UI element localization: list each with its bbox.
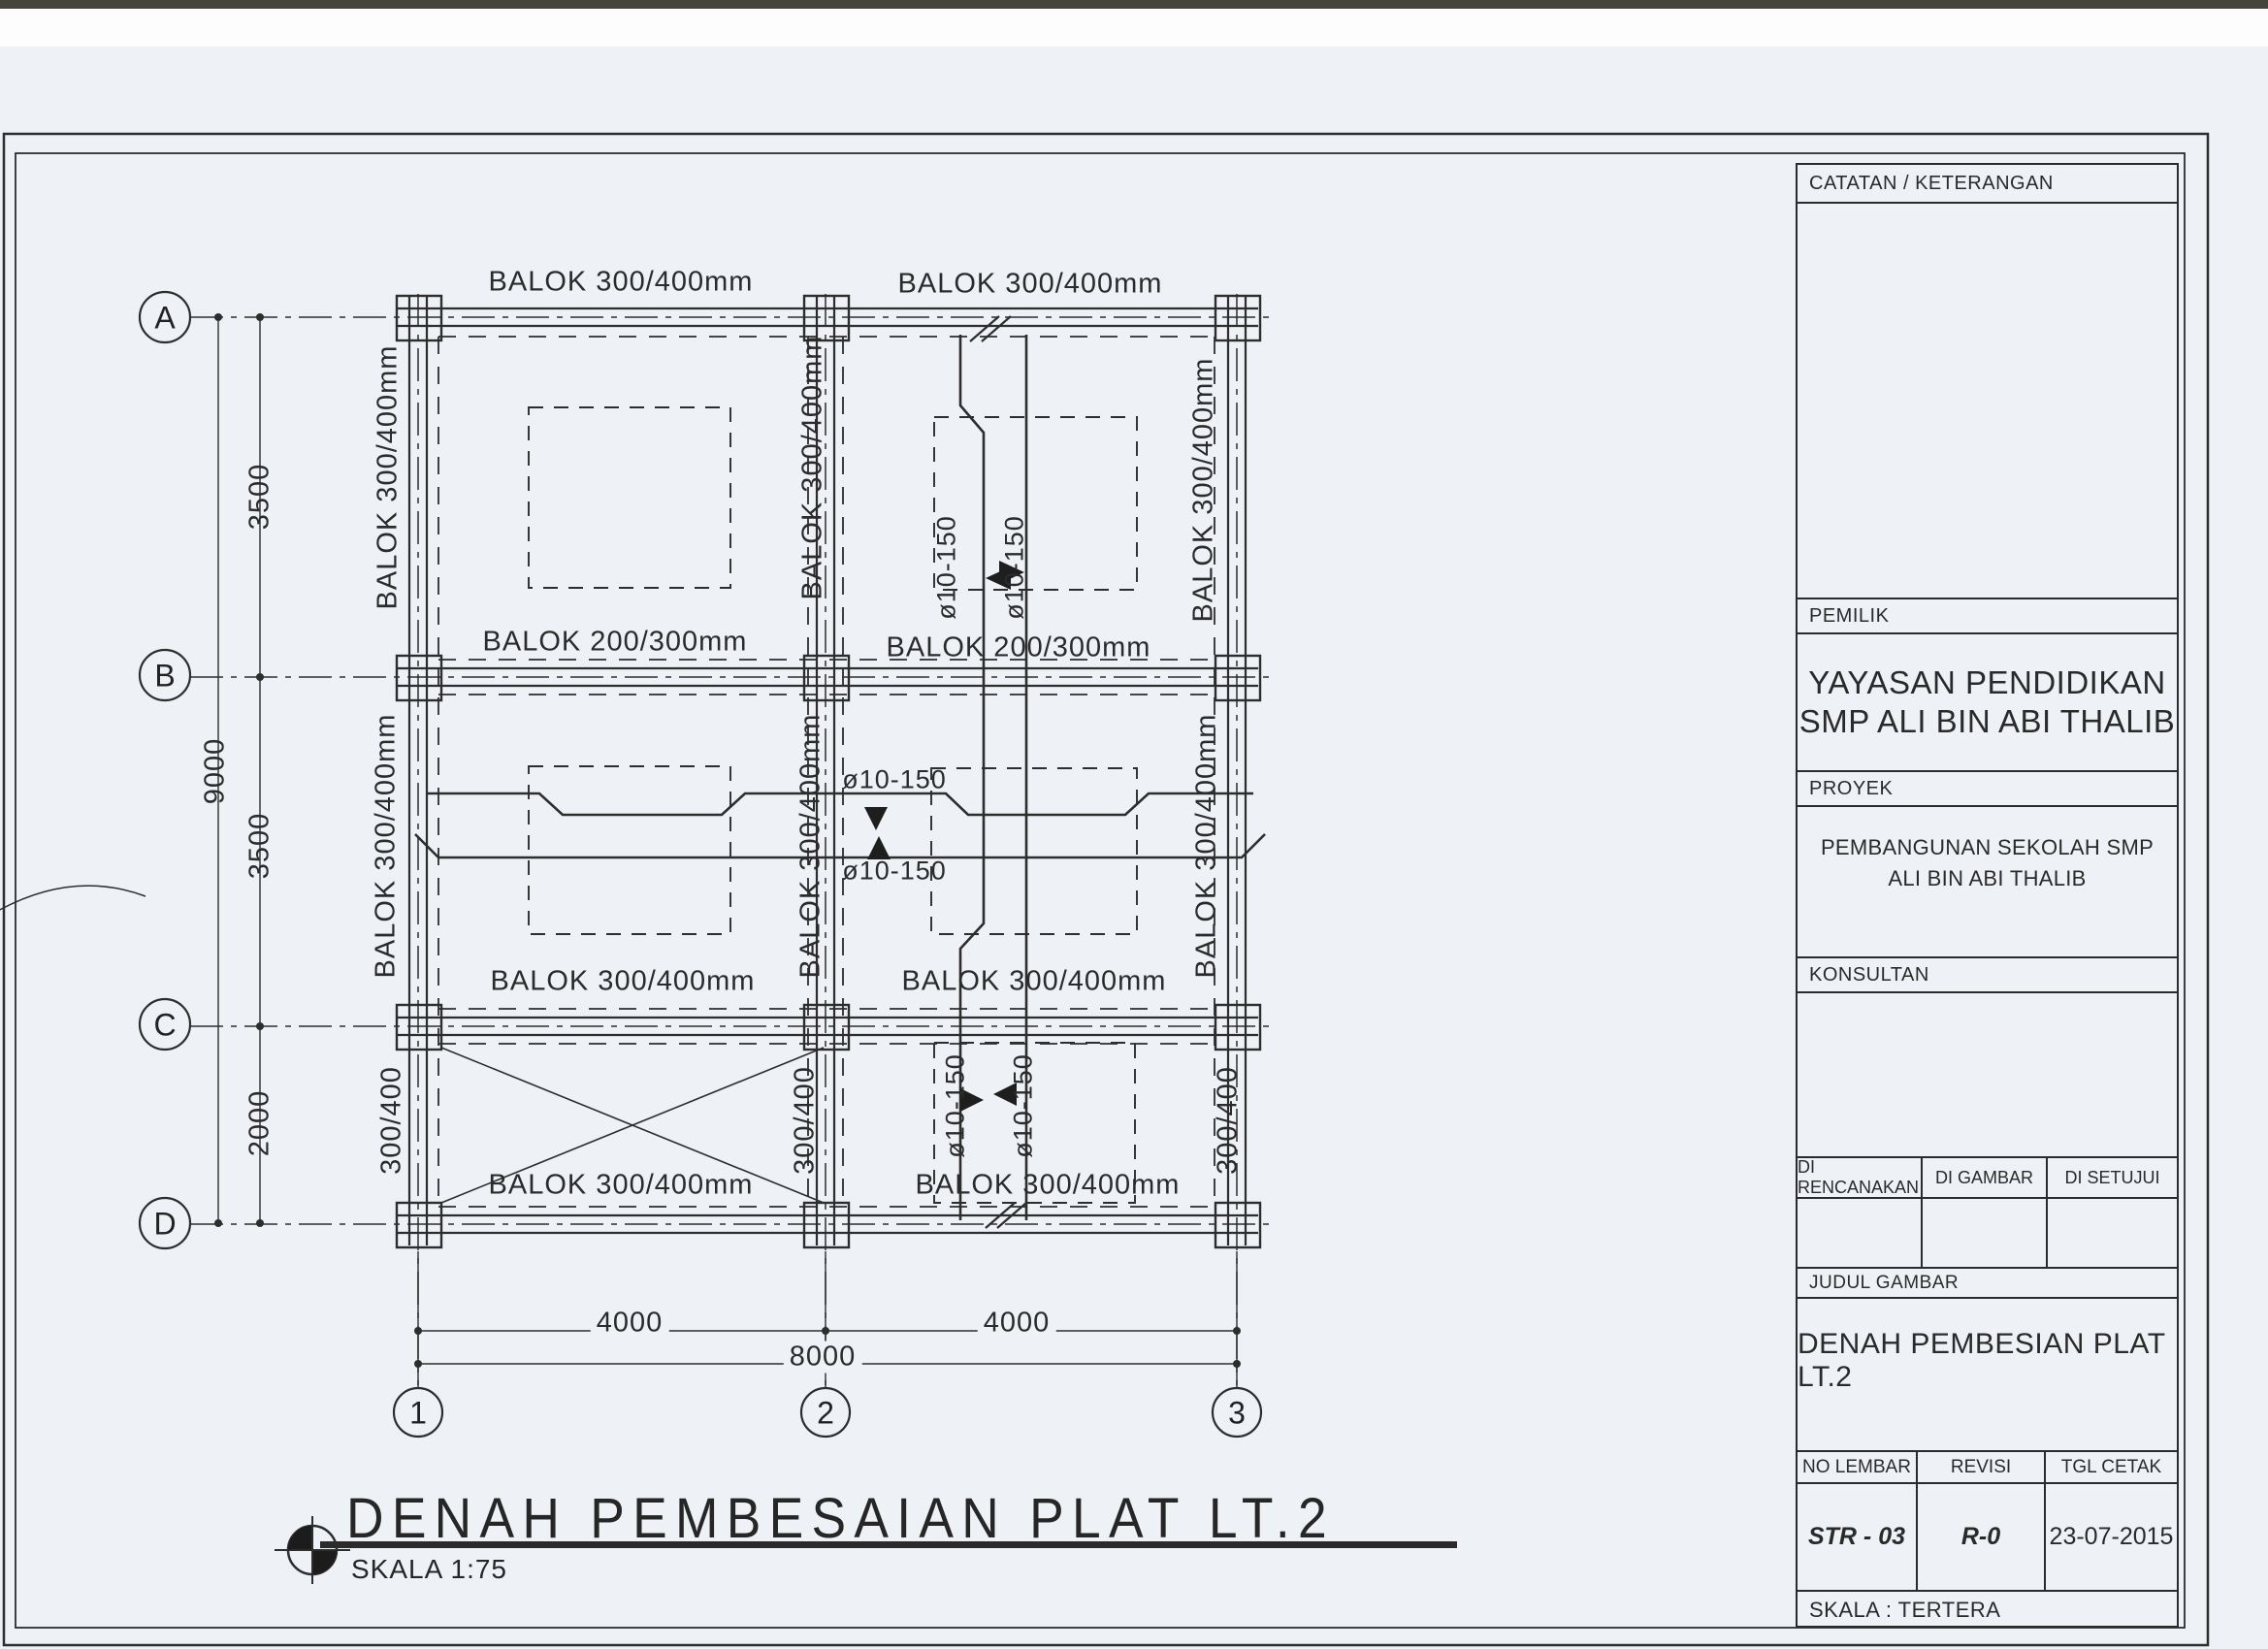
rebar-label: ø10-150 (842, 764, 947, 794)
beam-label: BALOK 300/400mm (488, 1169, 754, 1201)
beam-label: BALOK 300/400mm (901, 965, 1167, 997)
title-block (1796, 163, 2179, 1628)
scale-note: SKALA : TERTERA (1798, 1590, 2177, 1628)
beam-label-vertical: 300/400 (1212, 1066, 1244, 1175)
plan-caption-title: DENAH PEMBESAIAN PLAT LT.2 (346, 1487, 1335, 1550)
approval-signatures (1798, 1199, 2177, 1267)
consultant-header: KONSULTAN (1798, 956, 2177, 993)
project-line: PEMBANGUNAN SEKOLAH SMP (1820, 835, 2155, 859)
dim-label: 3500 (243, 463, 275, 531)
project-line: ALI BIN ABI THALIB (1888, 865, 2087, 890)
grid-bubble-b: B (154, 658, 176, 694)
plan-caption-scale: SKALA 1:75 (351, 1554, 508, 1584)
print-date: 23-07-2015 (2049, 1523, 2174, 1550)
beam-label: BALOK 200/300mm (482, 626, 748, 658)
consultant-area (1798, 993, 2177, 1156)
beam-label: BALOK 300/400mm (897, 268, 1163, 300)
notes-area (1798, 204, 2177, 598)
revision: R-0 (1918, 1484, 2046, 1590)
rebar-label: ø10-150 (940, 1053, 970, 1158)
dim-label: 3500 (243, 812, 275, 880)
signature-cell (2048, 1199, 2177, 1267)
dim-label-total: 8000 (784, 1342, 862, 1374)
grid-bubble-3: 3 (1228, 1395, 1246, 1431)
project-header: PROYEK (1798, 770, 2177, 807)
rebar-label: ø10-150 (931, 515, 961, 620)
grid-bubble-2: 2 (817, 1395, 834, 1431)
approval-header-cell: DI GAMBAR (1923, 1158, 2048, 1197)
meta-headers (1798, 1450, 2177, 1484)
beam-label: BALOK 300/400mm (915, 1169, 1181, 1201)
signature-cell (1798, 1199, 1923, 1267)
meta-header-cell: NO LEMBAR (1798, 1452, 1918, 1482)
dim-label: 4000 (591, 1308, 669, 1340)
dim-label-total: 9000 (199, 737, 231, 805)
beam-label: BALOK 300/400mm (488, 266, 754, 298)
rebar-zone-rects (529, 407, 1137, 1203)
beam-label-vertical: BALOK 300/400mm (1187, 357, 1219, 623)
approval-headers (1798, 1156, 2177, 1199)
dimension-ticks (214, 313, 1241, 1368)
approval-header-cell: DI SETUJUI (2064, 1167, 2160, 1187)
beam-label-vertical: 300/400 (375, 1066, 407, 1175)
owner-line: YAYASAN PENDIDIKAN (1808, 663, 2166, 700)
judul-header: JUDUL GAMBAR (1798, 1267, 2177, 1299)
notes-header: CATATAN / KETERANGAN (1798, 165, 2177, 204)
signature-cell (1923, 1199, 2048, 1267)
owner-header: PEMILIK (1798, 598, 2177, 634)
beam-label-vertical: BALOK 300/400mm (794, 713, 826, 979)
dim-label: 2000 (243, 1089, 275, 1157)
beam-label-vertical: BALOK 300/400mm (370, 713, 402, 979)
rebar-label: ø10-150 (999, 515, 1029, 620)
rebar-label: ø10-150 (842, 856, 947, 886)
owner-name (1798, 634, 2177, 770)
beam-label-vertical: BALOK 300/400mm (372, 344, 404, 610)
grid-bubble-d: D (153, 1206, 177, 1242)
beam-label-vertical: BALOK 300/400mm (1190, 713, 1222, 979)
sheet-number: STR - 03 (1798, 1484, 1918, 1590)
grid-bubble-a: A (154, 300, 176, 336)
meta-header-cell: REVISI (1918, 1452, 2046, 1482)
beam-label: BALOK 200/300mm (886, 631, 1151, 663)
beam-label-vertical: 300/400 (789, 1066, 821, 1175)
drawing-title: DENAH PEMBESIAN PLAT LT.2 (1798, 1328, 2165, 1393)
beam-label-vertical: BALOK 300/400mm (796, 335, 828, 600)
grid-bubble-c: C (153, 1007, 177, 1043)
owner-line: SMP ALI BIN ABI THALIB (1798, 703, 2176, 739)
grid-bubble-1: 1 (409, 1395, 427, 1431)
beam-label: BALOK 300/400mm (490, 965, 756, 997)
meta-values (1798, 1484, 2177, 1590)
dim-label: 4000 (978, 1308, 1056, 1340)
meta-header-cell: TGL CETAK (2060, 1456, 2162, 1477)
approval-header-cell: DI RENCANAKAN (1798, 1158, 1923, 1197)
project-name (1798, 807, 2177, 956)
grid-bubbles (140, 292, 1261, 1437)
scan-arc-artifact (0, 886, 146, 912)
rebar-label: ø10-150 (1008, 1053, 1038, 1158)
